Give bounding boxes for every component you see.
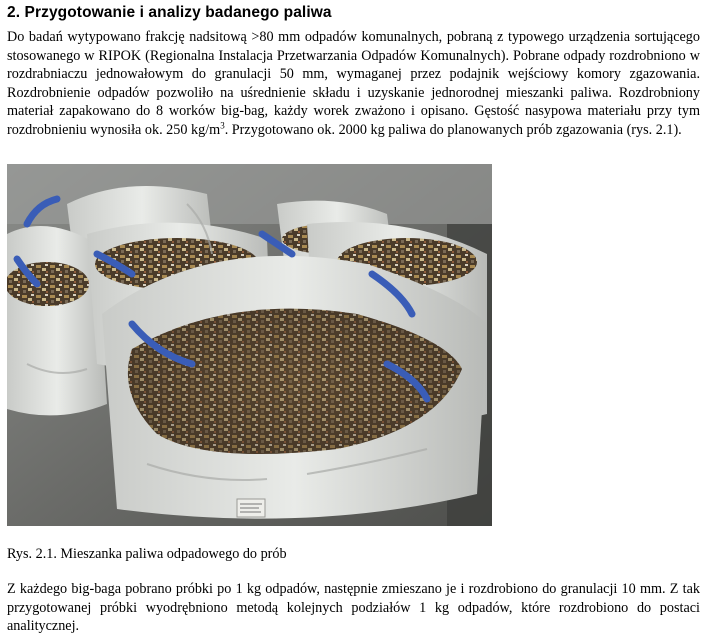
paragraph-sample-preparation: Z każdego big-baga pobrano próbki po 1 kg odpadów, następnie zmieszano je i rozdrobiono do granulacji 10 mm. Z tak przygotowanej próbki wyodrębniono metodą kolejnych podziałów 1 kg odpadów, które rozdrobiono do postaci analitycznej.	[7, 581, 700, 635]
section-heading: 2. Przygotowanie i analizy badanego paliwa	[7, 4, 332, 21]
figure-photo-big-bags	[7, 164, 492, 526]
superscript-three: 3	[220, 120, 225, 131]
paragraph-text: Do badań wytypowano frakcję nadsitową >80 mm odpadów komunalnych, pobraną z typowego urządzenia sortującego stosowanego w RIPOK (Regionalna Instalacja Przetwarzania Odpadów Komunalnych). Pobrane odpady rozdrobniono w rozdrabniaczu jednowałowym do granulacji 50 mm, wymaganej przez podajnik wejściowy komory zgazowania. Rozdrobnienie odpadów pozwoliło na uśrednienie składu i uzyskanie jednorodnej mieszanki paliwa. Rozdrobniony materiał zapakowano do 8 worków big-bag, każdy worek zważono i opisano. Gęstość nasypowa materiału przy tym rozdrobnieniu wynosiła ok. 250 kg/m	[7, 29, 700, 138]
figure-caption: Rys. 2.1. Mieszanka paliwa odpadowego do prób	[7, 546, 287, 562]
paragraph-fuel-preparation	[7, 28, 700, 140]
paragraph-text-end: . Przygotowano ok. 2000 kg paliwa do planowanych prób zgazowania (rys. 2.1).	[224, 121, 682, 138]
